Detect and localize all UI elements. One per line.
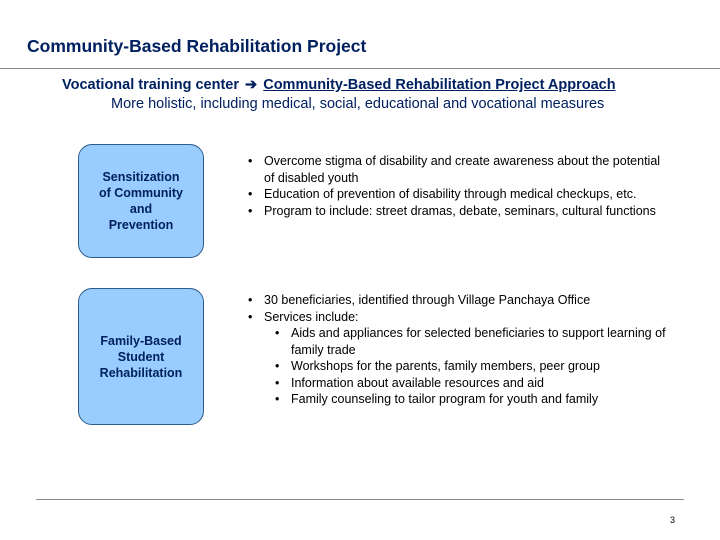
list-item: • Overcome stigma of disability and create awareness about the potential of disabled youth [246,153,666,186]
bullet-list-family-rehabilitation [246,292,666,408]
sub-list-item: • Family counseling to tailor program for youth and family [273,391,666,408]
subtitle-lead: Vocational training center [62,77,239,93]
subtitle [62,77,616,93]
section-box-sensitization [78,144,204,258]
right-arrow-icon: ➔ [245,77,258,93]
sub-bullet-list [246,325,666,408]
title-divider [0,68,720,69]
bullet-list-sensitization [246,153,666,219]
section-box-label: Sensitization of Community and Prevention [98,170,184,232]
list-item: • 30 beneficiaries, identified through Village Panchaya Office [246,292,666,309]
tagline: More holistic, including medical, social, educational and vocational measures [111,96,605,112]
sub-list-item: • Workshops for the parents, family members, peer group [273,358,666,375]
sub-list-item: • Information about available resources and aid [273,375,666,392]
section-box-family-rehabilitation [78,288,204,425]
slide-title: Community-Based Rehabilitation Project [27,36,367,56]
section-box-label: Family-Based Student Rehabilitation [99,333,183,380]
sub-list-item: • Aids and appliances for selected beneficiaries to support learning of family trade [273,325,666,358]
subtitle-target: Community-Based Rehabilitation Project Approach [263,77,616,93]
list-item: • Services include: [246,309,666,326]
footer-divider [36,499,684,500]
page-number: 3 [670,515,676,525]
list-item: • Program to include: street dramas, debate, seminars, cultural functions [246,203,666,220]
list-item: • Education of prevention of disability through medical checkups, etc. [246,186,666,203]
